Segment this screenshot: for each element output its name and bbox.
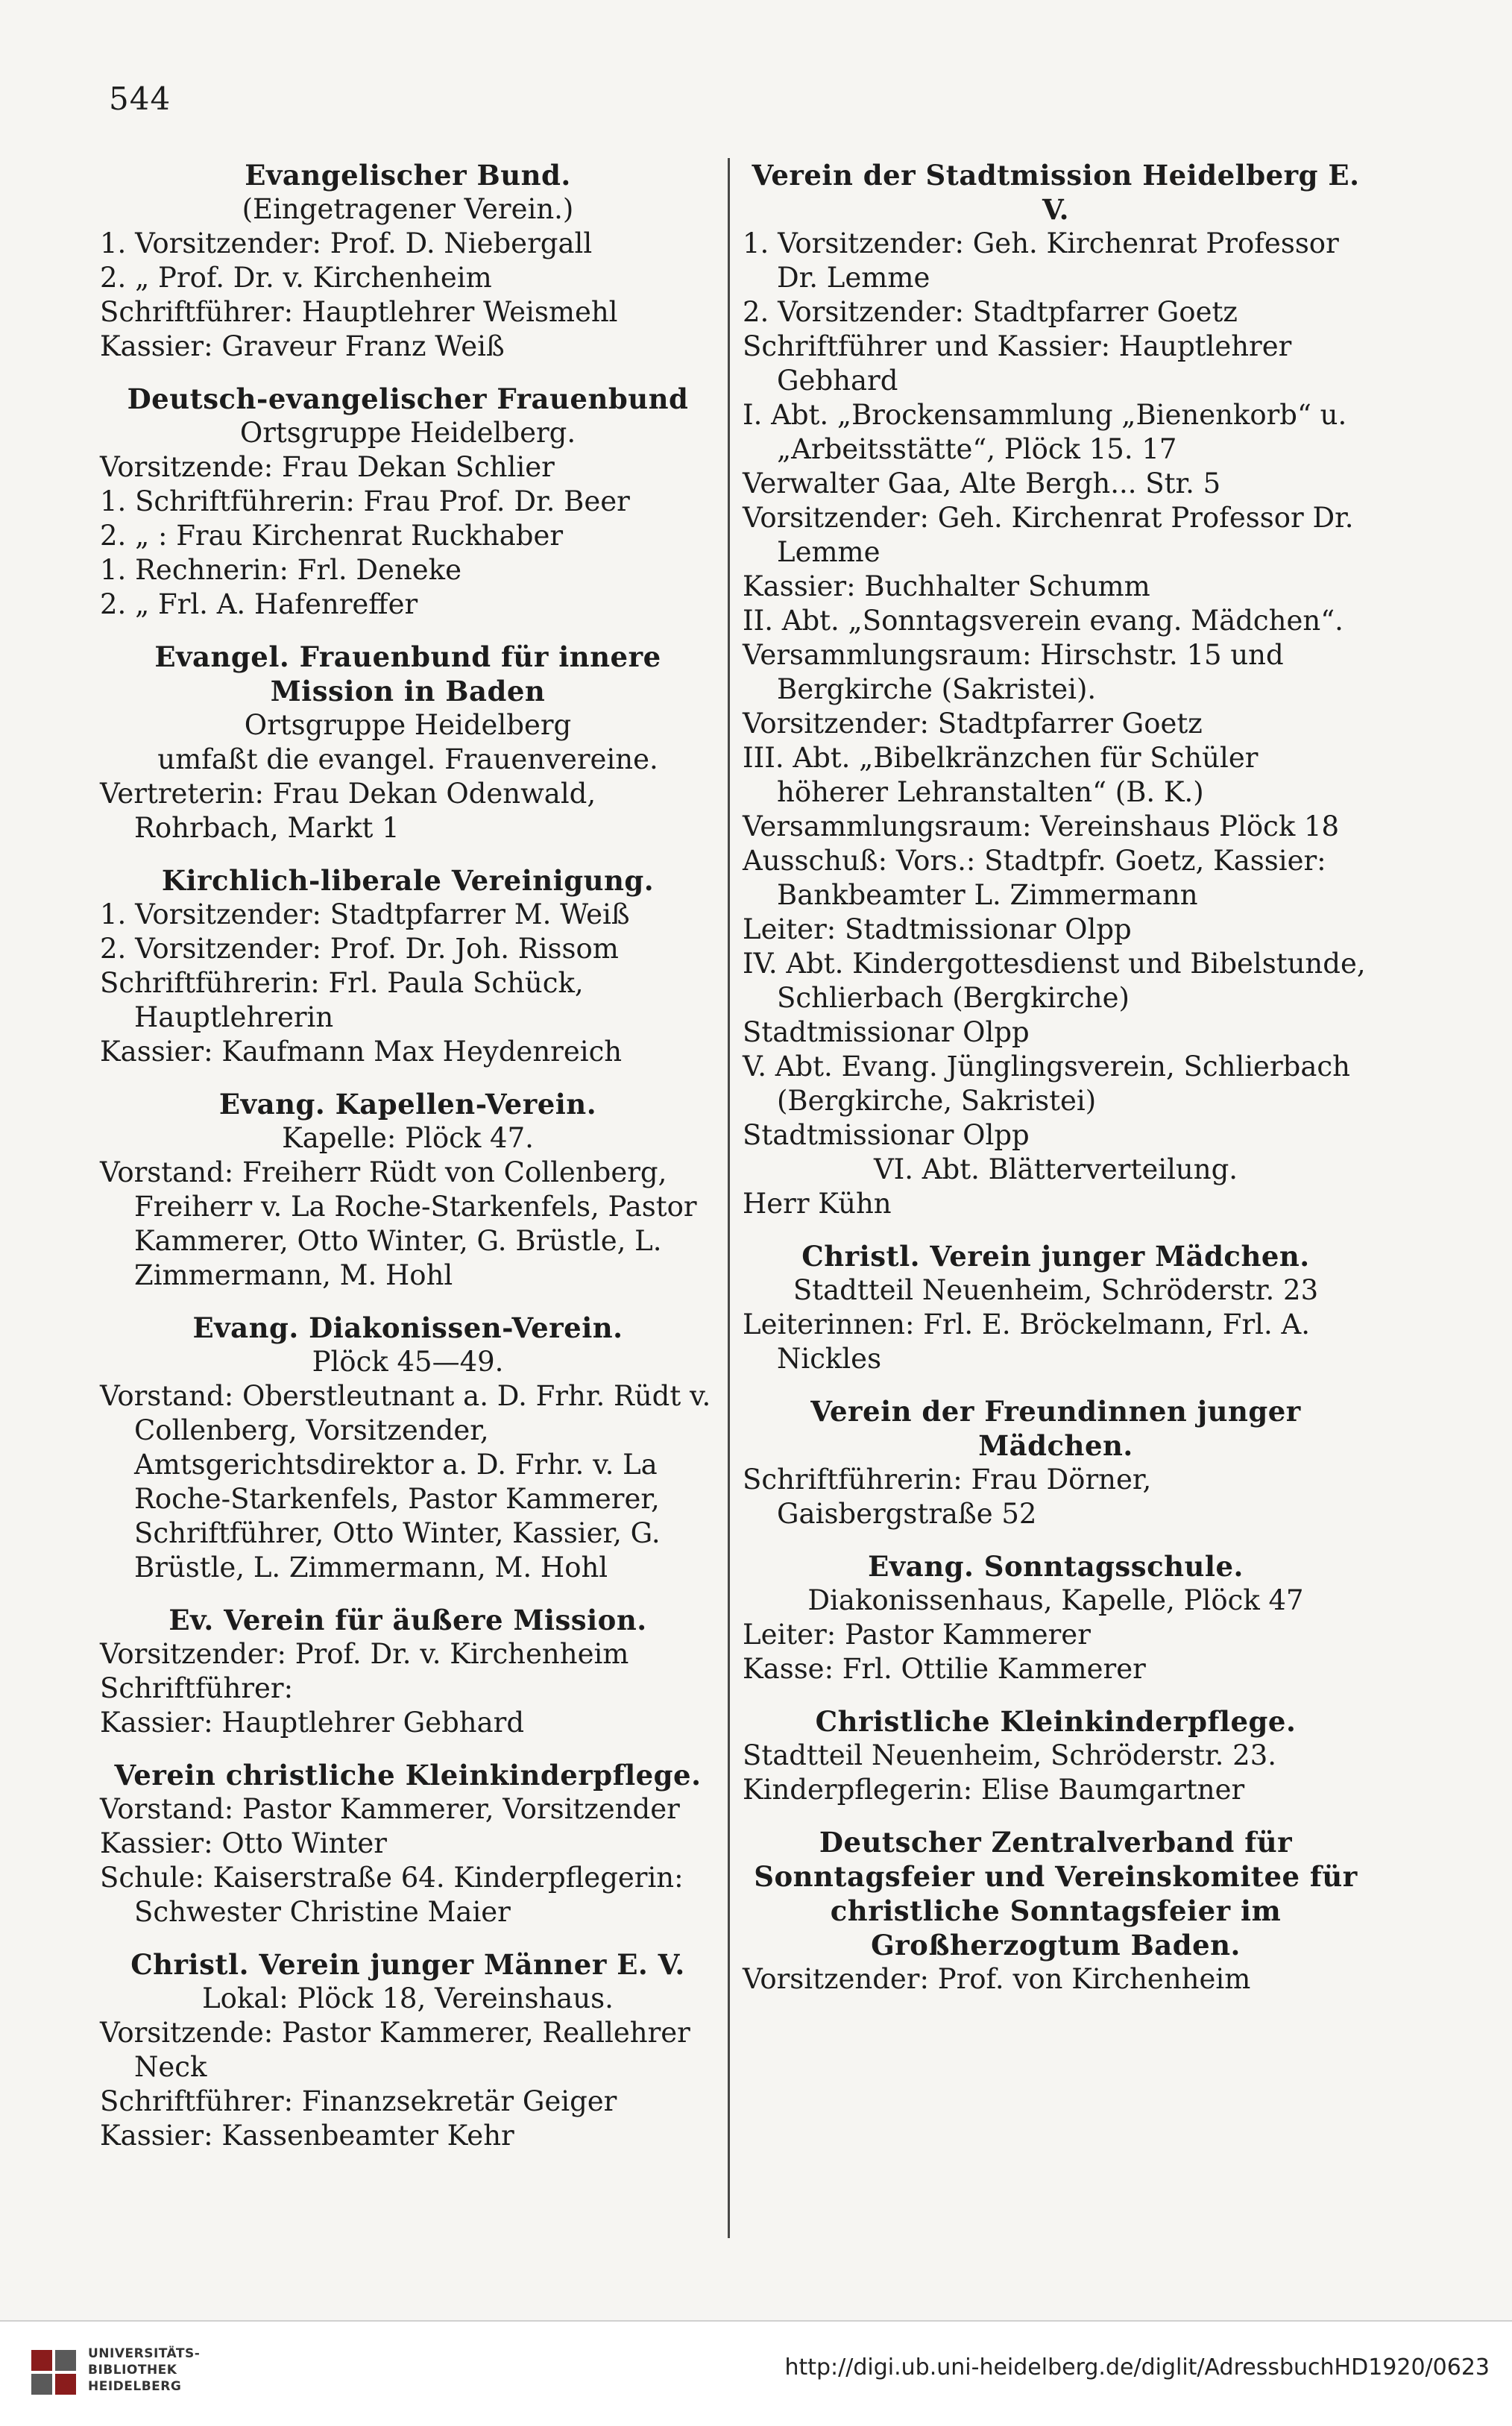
directory-section [743, 1394, 1369, 1531]
entry-line: Vorsitzender: Prof. Dr. v. Kirchenheim [100, 1638, 629, 1670]
directory-section [743, 1239, 1369, 1376]
entry-line: Ausschuß: Vors.: Stadtpfr. Goetz, Kassier: Bankbeamter L. Zimmermann [743, 845, 1326, 911]
directory-section [743, 1704, 1369, 1807]
directory-section [100, 1311, 716, 1585]
directory-section [743, 1825, 1369, 1997]
directory-section [100, 158, 716, 364]
entry-line: V. Abt. Evang. Jünglingsverein, Schlierbach (Bergkirche, Sakristei) [743, 1050, 1350, 1117]
entry-line: Vorsitzende: Pastor Kammerer, Reallehrer Neck [100, 2017, 690, 2083]
entry-line: Ortsgruppe Heidelberg [244, 709, 572, 741]
entry-line: Vorstand: Oberstleutnant a. D. Frhr. Rüdt v. Collenberg, Vorsitzender, Amtsgerichtsdirektor a. D. Frhr. v. La Roche-Starkenfels, Pastor Kammerer, Schriftführer, Otto Winter, Kassier, G. Brüstle, L. Zimmermann, M. Hohl [100, 1380, 711, 1584]
entry-line: Kassier: Kassenbeamter Kehr [100, 2120, 514, 2152]
entry-line: 2. Vorsitzender: Stadtpfarrer Goetz [743, 296, 1238, 328]
entry-line: Kassier: Graveur Franz Weiß [100, 330, 505, 362]
section-heading: Evangel. Frauenbund für innere Mission in Baden [154, 640, 661, 708]
entry-line: Kinderpflegerin: Elise Baumgartner [743, 1774, 1245, 1806]
entry-line: umfaßt die evangel. Frauenvereine. [157, 743, 658, 775]
section-heading: Evang. Sonntagsschule. [868, 1550, 1244, 1583]
entry-line: I. Abt. „Brockensammlung „Bienenkorb“ u. „Arbeitsstätte“, Plöck 15. 17 [743, 399, 1347, 465]
logo-line: HEIDELBERG [88, 2379, 182, 2394]
section-heading: Ev. Verein für äußere Mission. [168, 1604, 647, 1636]
entry-line: Vertreterin: Frau Dekan Odenwald, Rohrbach, Markt 1 [100, 778, 596, 844]
left-column [100, 158, 716, 2171]
entry-line: 2. „ : Frau Kirchenrat Ruckhaber [100, 520, 564, 552]
entry-line: Stadtmissionar Olpp [743, 1119, 1030, 1151]
entry-line: Stadtteil Neuenheim, Schröderstr. 23 [793, 1274, 1319, 1306]
entry-line: Leiter: Stadtmissionar Olpp [743, 913, 1132, 945]
entry-line: Schriftführer: Finanzsekretär Geiger [100, 2085, 617, 2117]
directory-section [100, 1758, 716, 1929]
logo-line: UNIVERSITÄTS- [88, 2346, 201, 2361]
directory-section [100, 1087, 716, 1293]
entry-line: Schriftführer: [100, 1672, 294, 1704]
directory-section [743, 158, 1369, 1221]
section-heading: Christl. Verein junger Männer E. V. [130, 1948, 685, 1981]
directory-section [100, 1603, 716, 1740]
entry-line: Kasse: Frl. Ottilie Kammerer [743, 1653, 1146, 1685]
section-heading: Deutsch-evangelischer Frauenbund [127, 382, 689, 415]
entry-line: Schriftführer: Hauptlehrer Weismehl [100, 296, 618, 328]
entry-line: Schriftführer und Kassier: Hauptlehrer Gebhard [743, 330, 1292, 397]
entry-line: 1. Rechnerin: Frl. Deneke [100, 554, 462, 586]
entry-line: Vorsitzende: Frau Dekan Schlier [100, 451, 555, 483]
entry-line: Herr Kühn [743, 1188, 892, 1220]
directory-section [100, 863, 716, 1069]
section-heading: Evangelischer Bund. [245, 159, 571, 192]
column-divider [728, 158, 730, 2238]
section-heading: Evang. Diakonissen-Verein. [192, 1311, 623, 1344]
entry-line: 1. Vorsitzender: Prof. D. Niebergall [100, 227, 593, 259]
library-logo-text [88, 2345, 200, 2395]
entry-line: II. Abt. „Sonntagsverein evang. Mädchen“. [743, 605, 1344, 637]
entry-line: VI. Abt. Blätterverteilung. [873, 1153, 1238, 1185]
entry-line: IV. Abt. Kindergottesdienst und Bibelstunde, Schlierbach (Bergkirche) [743, 948, 1366, 1014]
entry-line: Vorstand: Freiherr Rüdt von Collenberg, Freiherr v. La Roche-Starkenfels, Pastor Kammerer, Otto Winter, G. Brüstle, L. Zimmermann, M. Hohl [100, 1156, 697, 1291]
directory-section [100, 640, 716, 845]
entry-line: III. Abt. „Bibelkränzchen für Schüler höherer Lehranstalten“ (B. K.) [743, 742, 1259, 808]
entry-line: Diakonissenhaus, Kapelle, Plöck 47 [807, 1584, 1304, 1616]
entry-line: 2. Vorsitzender: Prof. Dr. Joh. Rissom [100, 933, 619, 965]
entry-line: Schule: Kaiserstraße 64. Kinderpflegerin: Schwester Christine Maier [100, 1862, 684, 1928]
library-logo-icon [30, 2348, 78, 2396]
entry-line: Vorsitzender: Geh. Kirchenrat Professor Dr. Lemme [743, 502, 1354, 568]
directory-section [743, 1549, 1369, 1686]
section-heading: Kirchlich-liberale Vereinigung. [161, 864, 655, 897]
entry-line: Vorsitzender: Prof. von Kirchenheim [743, 1963, 1251, 1995]
page-number: 544 [109, 81, 171, 117]
entry-line: Vorsitzender: Stadtpfarrer Goetz [743, 708, 1203, 740]
right-column [743, 158, 1369, 2014]
entry-line: Stadtteil Neuenheim, Schröderstr. 23. [743, 1739, 1276, 1771]
entry-line: Leiter: Pastor Kammerer [743, 1619, 1091, 1651]
entry-line: 2. „ Prof. Dr. v. Kirchenheim [100, 262, 492, 294]
section-heading: Christliche Kleinkinderpflege. [815, 1705, 1297, 1738]
entry-line: Kassier: Otto Winter [100, 1827, 387, 1859]
section-heading: Deutscher Zentralverband für Sonntagsfeier und Vereinskomitee für christliche Sonntagsfeier im Großherzogtum Baden. [754, 1826, 1358, 1962]
directory-section [100, 382, 716, 622]
permalink-url[interactable]: http://digi.ub.uni-heidelberg.de/diglit/AdressbuchHD1920/0623 [784, 2354, 1490, 2381]
entry-line: Kapelle: Plöck 47. [282, 1122, 534, 1154]
entry-line: Kassier: Kaufmann Max Heydenreich [100, 1036, 623, 1068]
section-heading: Verein christliche Kleinkinderpflege. [114, 1759, 702, 1792]
entry-line: Vorstand: Pastor Kammerer, Vorsitzender [100, 1793, 680, 1825]
entry-line: 1. Schriftführerin: Frau Prof. Dr. Beer [100, 485, 630, 517]
entry-line: Ortsgruppe Heidelberg. [239, 417, 576, 449]
entry-line: Kassier: Buchhalter Schumm [743, 570, 1150, 602]
entry-line: 2. „ Frl. A. Hafenreffer [100, 588, 418, 620]
section-heading: Evang. Kapellen-Verein. [218, 1088, 597, 1121]
entry-line: 1. Vorsitzender: Geh. Kirchenrat Professor Dr. Lemme [743, 227, 1339, 294]
entry-line: Stadtmissionar Olpp [743, 1016, 1030, 1048]
entry-line: Kassier: Hauptlehrer Gebhard [100, 1707, 525, 1739]
entry-line: 1. Vorsitzender: Stadtpfarrer M. Weiß [100, 898, 630, 930]
section-heading: Christl. Verein junger Mädchen. [801, 1240, 1310, 1273]
entry-line: (Eingetragener Verein.) [242, 193, 574, 225]
entry-line: Schriftführerin: Frl. Paula Schück, Hauptlehrerin [100, 967, 584, 1033]
entry-line: Verwalter Gaa, Alte Bergh... Str. 5 [743, 467, 1221, 500]
directory-section [100, 1947, 716, 2153]
section-heading: Verein der Freundinnen junger Mädchen. [810, 1395, 1301, 1462]
entry-line: Plöck 45—49. [312, 1346, 504, 1378]
entry-line: Schriftführerin: Frau Dörner, Gaisbergstraße 52 [743, 1464, 1152, 1530]
entry-line: Lokal: Plöck 18, Vereinshaus. [202, 1982, 614, 2014]
entry-line: Leiterinnen: Frl. E. Bröckelmann, Frl. A. Nickles [743, 1308, 1310, 1375]
entry-line: Versammlungsraum: Hirschstr. 15 und Bergkirche (Sakristei). [743, 639, 1284, 705]
section-heading: Verein der Stadtmission Heidelberg E. V. [752, 159, 1360, 226]
entry-line: Versammlungsraum: Vereinshaus Plöck 18 [743, 810, 1340, 842]
logo-line: BIBLIOTHEK [88, 2363, 177, 2378]
